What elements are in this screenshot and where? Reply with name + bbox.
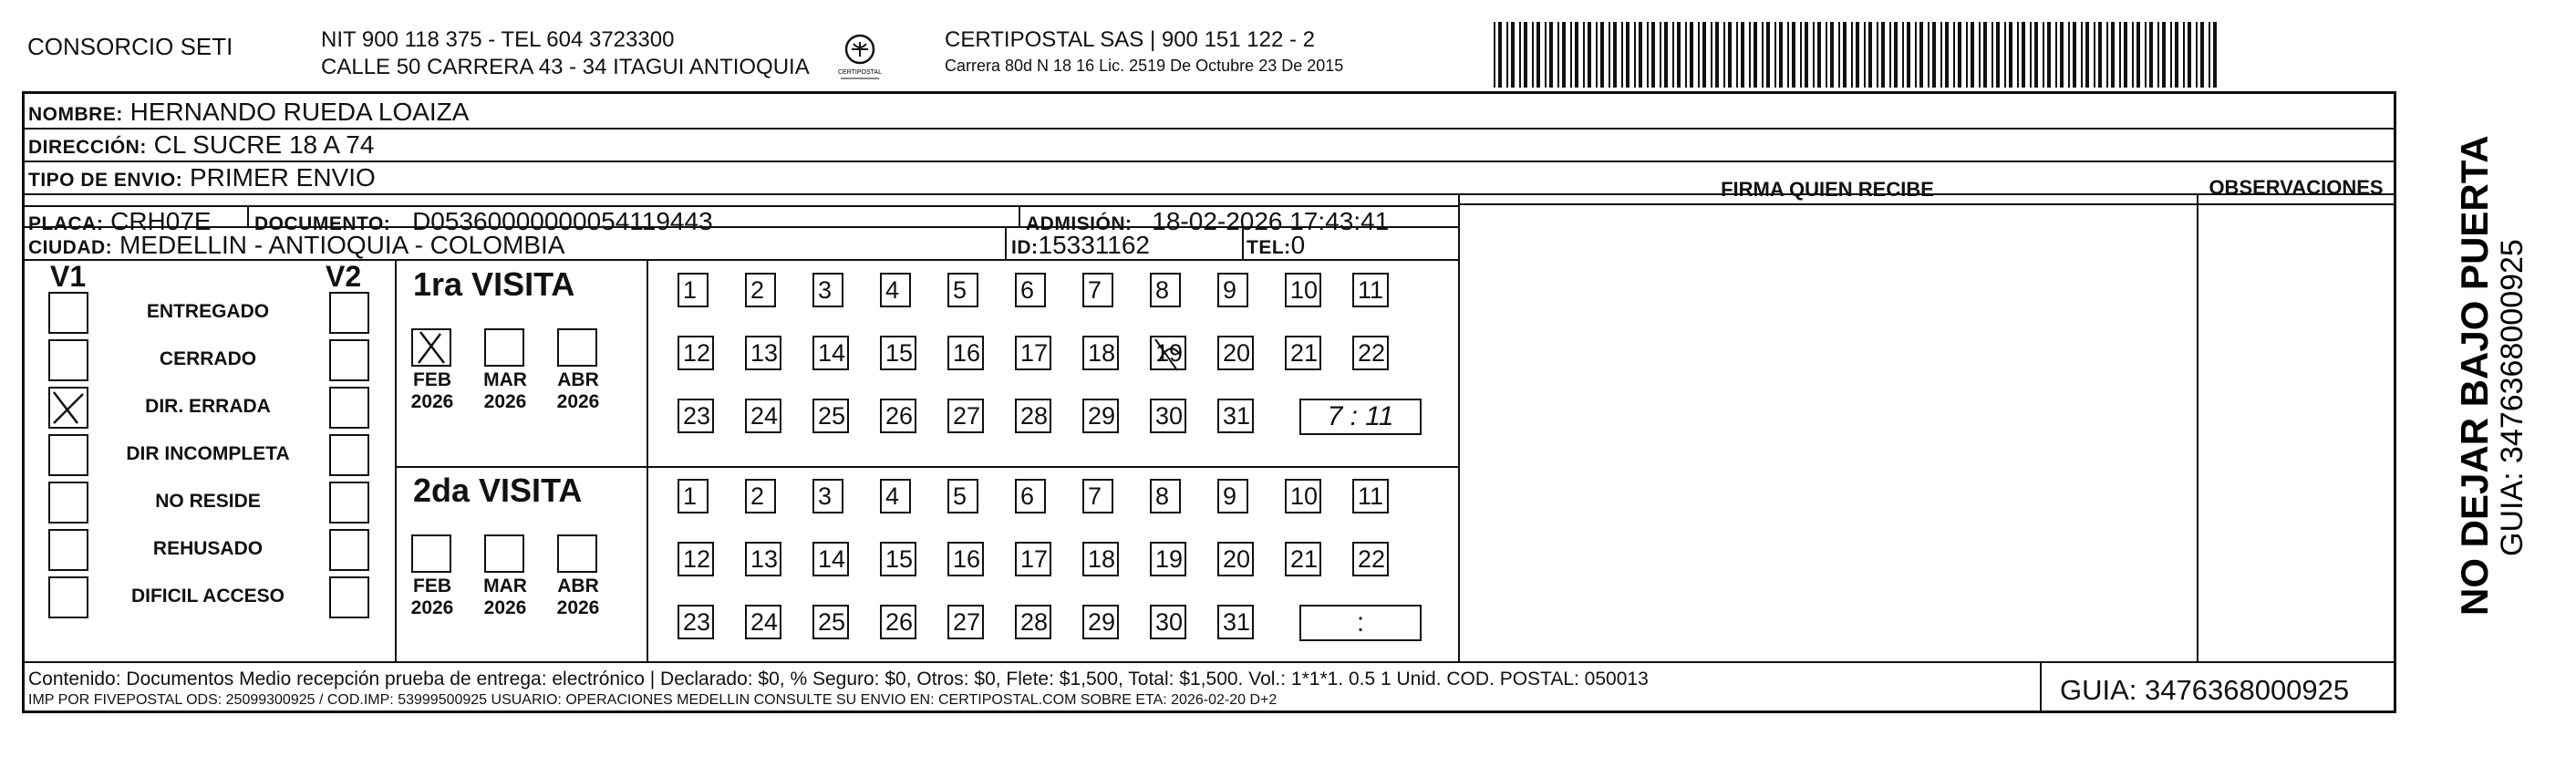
- day-box[interactable]: 31: [1217, 399, 1254, 433]
- admision-value: 18-02-2026 17:43:41: [1152, 207, 1390, 235]
- month-checkbox[interactable]: [557, 328, 597, 367]
- barcode-bar: [2149, 22, 2153, 88]
- documento-label: DOCUMENTO:: [254, 213, 391, 234]
- nombre-label: NOMBRE:: [28, 104, 123, 125]
- barcode-bar: [1966, 22, 1968, 88]
- day-box[interactable]: 16: [947, 542, 984, 576]
- day-box[interactable]: 28: [1015, 605, 1051, 639]
- barcode-bar: [1596, 22, 1598, 88]
- barcode-bar: [1736, 22, 1738, 88]
- time-box[interactable]: 7 : 11: [1299, 399, 1422, 435]
- barcode-bar: [1766, 22, 1770, 88]
- barcode-bar: [1570, 22, 1572, 88]
- day-box[interactable]: 1: [678, 273, 709, 307]
- barcode-bar: [1613, 22, 1617, 88]
- v1-checkbox[interactable]: [48, 434, 88, 476]
- day-box[interactable]: 12: [678, 542, 714, 576]
- month-label: MAR 2026: [483, 576, 527, 618]
- barcode: [1494, 22, 2223, 88]
- footer-guia: GUIA: 3476368000925: [2060, 674, 2350, 706]
- month-label: FEB 2026: [410, 369, 454, 412]
- barcode-bar: [1932, 22, 1936, 88]
- day-box[interactable]: 23: [678, 399, 714, 433]
- barcode-bar: [1741, 22, 1744, 88]
- day-box[interactable]: 3: [812, 479, 843, 513]
- day-box[interactable]: 29: [1082, 399, 1119, 433]
- month-label: ABR 2026: [556, 369, 600, 412]
- nombre-row: [28, 98, 469, 127]
- day-box[interactable]: 6: [1015, 479, 1046, 513]
- no-dejar-bajo-puerta: NO DEJAR BAJO PUERTA: [2453, 135, 2496, 616]
- logo-text: CERTIPOSTAL: [838, 69, 882, 76]
- day-box[interactable]: 26: [880, 399, 916, 433]
- status-label: CERRADO: [159, 348, 257, 369]
- day-box[interactable]: 17: [1015, 336, 1051, 370]
- barcode-bar: [1677, 22, 1681, 88]
- day-box[interactable]: 26: [880, 605, 916, 639]
- barcode-bar: [1647, 22, 1649, 88]
- barcode-bar: [2081, 22, 2083, 88]
- barcode-bar: [1524, 22, 1527, 88]
- barcode-bar: [2145, 22, 2147, 88]
- barcode-bar: [1634, 22, 1636, 88]
- barcode-bar: [1498, 22, 1502, 88]
- barcode-bar: [2047, 22, 2051, 88]
- day-box[interactable]: 7: [1082, 479, 1113, 513]
- barcode-bar: [2085, 22, 2089, 88]
- v2-checkbox[interactable]: [329, 339, 369, 381]
- barcode-bar: [1506, 22, 1508, 88]
- day-box[interactable]: 8: [1150, 273, 1181, 307]
- barcode-bar: [2111, 22, 2115, 88]
- direccion-label: DIRECCIÓN:: [28, 137, 147, 158]
- nombre-value: HERNANDO RUEDA LOAIZA: [129, 98, 470, 126]
- v1-label: V1: [50, 260, 87, 293]
- barcode-bar: [1532, 22, 1534, 88]
- direccion-value: CL SUCRE 18 A 74: [153, 130, 375, 159]
- barcode-bar: [1749, 22, 1751, 88]
- id-cell: [1011, 231, 1150, 260]
- barcode-bar: [1685, 22, 1687, 88]
- barcode-bar: [1940, 22, 1942, 88]
- placa-label: PLACA:: [28, 213, 104, 234]
- tel-label: TEL:: [1247, 237, 1291, 258]
- barcode-bar: [1792, 22, 1795, 88]
- v2-checkbox[interactable]: [329, 387, 369, 429]
- status-label: DIR. ERRADA: [145, 396, 271, 417]
- barcode-bar: [2119, 22, 2121, 88]
- barcode-bar: [1813, 22, 1815, 88]
- barcode-bar: [2034, 22, 2038, 88]
- barcode-bar: [2068, 22, 2070, 88]
- day-box[interactable]: 12: [678, 336, 714, 370]
- day-box[interactable]: 27: [947, 605, 984, 639]
- day-box[interactable]: 14: [812, 542, 849, 576]
- v2-checkbox[interactable]: [329, 292, 369, 334]
- day-box[interactable]: 18: [1082, 336, 1119, 370]
- ciudad-cell: [28, 231, 564, 260]
- day-box[interactable]: 20: [1217, 336, 1254, 370]
- barcode-bar: [1787, 22, 1789, 88]
- month-label: MAR 2026: [483, 369, 527, 412]
- day-box[interactable]: 22: [1352, 542, 1389, 576]
- id-label: ID:: [1011, 237, 1039, 258]
- v2-checkbox[interactable]: [329, 576, 369, 618]
- barcode-bar: [1545, 22, 1547, 88]
- barcode-bar: [1991, 22, 1993, 88]
- tipo-row: [28, 163, 376, 192]
- barcode-bar: [2132, 22, 2134, 88]
- status-label: DIR INCOMPLETA: [126, 443, 290, 464]
- day-box[interactable]: 21: [1285, 336, 1321, 370]
- barcode-bar: [1557, 22, 1559, 88]
- day-box[interactable]: 2: [745, 273, 776, 307]
- barcode-bar: [1971, 22, 1974, 88]
- ciudad-value: MEDELLIN - ANTIOQUIA - COLOMBIA: [119, 231, 565, 259]
- v1-checkbox[interactable]: [48, 387, 88, 429]
- time-box[interactable]: :: [1299, 605, 1422, 641]
- day-box[interactable]: 24: [745, 399, 781, 433]
- barcode-bar: [1536, 22, 1540, 88]
- barcode-bar: [2213, 22, 2217, 88]
- barcode-bar: [1575, 22, 1578, 88]
- day-box[interactable]: 30: [1150, 605, 1186, 639]
- barcode-bar: [1805, 22, 1808, 88]
- barcode-bar: [2200, 22, 2204, 88]
- barcode-bar: [1600, 22, 1604, 88]
- barcode-bar: [1711, 22, 1712, 88]
- barcode-bar: [1519, 22, 1521, 88]
- barcode-bar: [2073, 22, 2076, 88]
- day-box[interactable]: 10: [1285, 273, 1321, 307]
- barcode-bar: [2157, 22, 2159, 88]
- barcode-bar: [2124, 22, 2127, 88]
- day-box[interactable]: 11: [1352, 479, 1389, 513]
- month-checkbox[interactable]: [557, 534, 597, 573]
- barcode-bar: [1639, 22, 1642, 88]
- barcode-bar: [1953, 22, 1955, 88]
- barcode-bar: [1702, 22, 1706, 88]
- ciudad-label: CIUDAD:: [28, 237, 113, 258]
- day-box[interactable]: 24: [745, 605, 781, 639]
- barcode-bar: [2162, 22, 2166, 88]
- barcode-bar: [1851, 22, 1853, 88]
- day-box[interactable]: 28: [1015, 399, 1051, 433]
- day-box[interactable]: 5: [947, 273, 978, 307]
- barcode-bar: [1621, 22, 1623, 88]
- barcode-bar: [1838, 22, 1840, 88]
- day-box[interactable]: 30: [1150, 399, 1186, 433]
- barcode-bar: [2004, 22, 2006, 88]
- footer-contenido: Contenido: Documentos Medio recepción prueba de entrega: electrónico | Declarado: $0, % Seguro: $0, Otros: $0, Flete: $1,500, Total: $1,500. Vol.: 1*1*1. 0.5 1 Unid. COD. POSTAL: 050013: [28, 669, 1649, 690]
- barcode-bar: [1651, 22, 1655, 88]
- barcode-bar: [1928, 22, 1929, 88]
- visit-title: 2da VISITA: [413, 472, 583, 509]
- barcode-bar: [1562, 22, 1566, 88]
- month-checkbox[interactable]: [484, 534, 524, 573]
- v2-checkbox[interactable]: [329, 482, 369, 524]
- v1-checkbox[interactable]: [48, 292, 88, 334]
- barcode-bar: [1907, 22, 1910, 88]
- barcode-bar: [1690, 22, 1693, 88]
- month-checkbox[interactable]: [411, 534, 451, 573]
- strike-mark-icon: [1150, 334, 1190, 374]
- barcode-bar: [2043, 22, 2044, 88]
- check-mark-icon: [50, 389, 87, 427]
- month-checkbox[interactable]: [484, 328, 524, 367]
- barcode-bar: [1826, 22, 1827, 88]
- day-box[interactable]: 18: [1082, 542, 1119, 576]
- placa-value: CRH07E: [110, 207, 212, 235]
- day-box[interactable]: 4: [880, 273, 911, 307]
- barcode-bar: [2098, 22, 2102, 88]
- barcode-bar: [2017, 22, 2019, 88]
- barcode-bar: [1626, 22, 1629, 88]
- company-name: CONSORCIO SETI: [27, 33, 233, 60]
- day-box[interactable]: 25: [812, 399, 849, 433]
- barcode-bar: [2175, 22, 2178, 88]
- barcode-bar: [1774, 22, 1776, 88]
- barcode-bar: [1754, 22, 1757, 88]
- barcode-bar: [1868, 22, 1872, 88]
- barcode-bar: [2022, 22, 2025, 88]
- barcode-bar: [2188, 22, 2191, 88]
- barcode-bar: [1715, 22, 1719, 88]
- day-box[interactable]: 23: [678, 605, 714, 639]
- day-box[interactable]: 17: [1015, 542, 1051, 576]
- v2-checkbox[interactable]: [329, 434, 369, 476]
- barcode-bar: [1728, 22, 1732, 88]
- day-box[interactable]: 22: [1352, 336, 1389, 370]
- barcode-bar: [2060, 22, 2064, 88]
- barcode-bar: [2136, 22, 2140, 88]
- admision-label: ADMISIÓN:: [1026, 213, 1133, 234]
- day-box[interactable]: 8: [1150, 479, 1181, 513]
- v1-checkbox[interactable]: [48, 339, 88, 381]
- barcode-bar: [2209, 22, 2210, 88]
- barcode-bar: [1889, 22, 1891, 88]
- day-box[interactable]: 13: [745, 542, 781, 576]
- status-label: DIFICIL ACCESO: [130, 586, 284, 607]
- barcode-bar: [1762, 22, 1764, 88]
- barcode-bar: [1779, 22, 1783, 88]
- barcode-bar: [1664, 22, 1668, 88]
- barcode-bar: [1877, 22, 1878, 88]
- day-box[interactable]: 11: [1352, 273, 1389, 307]
- barcode-bar: [1983, 22, 1987, 88]
- barcode-bar: [1800, 22, 1802, 88]
- barcode-bar: [1609, 22, 1610, 88]
- v1-checkbox[interactable]: [48, 482, 88, 524]
- day-box[interactable]: 19: [1150, 542, 1186, 576]
- barcode-bar: [1698, 22, 1700, 88]
- day-box[interactable]: 15: [880, 542, 916, 576]
- id-value: 15331162: [1038, 231, 1150, 259]
- barcode-bar: [1856, 22, 1859, 88]
- barcode-bar: [1864, 22, 1866, 88]
- month-label: FEB 2026: [410, 576, 454, 618]
- address-line: CALLE 50 CARRERA 43 - 34 ITAGUI ANTIOQUIA: [321, 55, 810, 79]
- tipo-value: PRIMER ENVIO: [189, 163, 376, 192]
- tipo-label: TIPO DE ENVIO:: [28, 170, 183, 191]
- barcode-bar: [1494, 22, 1495, 88]
- day-box[interactable]: 20: [1217, 542, 1254, 576]
- barcode-bar: [1919, 22, 1923, 88]
- day-box[interactable]: 21: [1285, 542, 1321, 576]
- barcode-bar: [2094, 22, 2095, 88]
- visit-title: 1ra VISITA: [413, 265, 575, 303]
- day-box[interactable]: 29: [1082, 605, 1119, 639]
- v1-checkbox[interactable]: [48, 576, 88, 618]
- barcode-bar: [1902, 22, 1904, 88]
- barcode-bar: [1843, 22, 1847, 88]
- barcode-bar: [1817, 22, 1821, 88]
- day-box[interactable]: 7: [1082, 273, 1113, 307]
- day-box[interactable]: 31: [1217, 605, 1254, 639]
- day-box[interactable]: 1: [678, 479, 709, 513]
- barcode-bar: [2055, 22, 2057, 88]
- day-box[interactable]: 25: [812, 605, 849, 639]
- footer-imp: IMP POR FIVEPOSTAL ODS: 25099300925 / COD.IMP: 53999500925 USUARIO: OPERACIONES MEDELLIN CONSULTE SU ENVIO EN: CERTIPOSTAL.COM SOBRE ETA: 2026-02-20 D+2: [28, 692, 1278, 708]
- day-box[interactable]: 5: [947, 479, 978, 513]
- barcode-bar: [1881, 22, 1885, 88]
- barcode-bar: [2170, 22, 2172, 88]
- barcode-bar: [1583, 22, 1585, 88]
- day-box[interactable]: 27: [947, 399, 984, 433]
- tel-value: 0: [1290, 231, 1306, 259]
- v2-label: V2: [326, 260, 362, 293]
- delivery-form: [22, 91, 2396, 713]
- side-guia: GUIA: 3476368000925: [2495, 239, 2529, 556]
- barcode-bar: [1660, 22, 1661, 88]
- day-box[interactable]: 19: [1150, 336, 1186, 370]
- barcode-bar: [1672, 22, 1674, 88]
- barcode-bar: [1958, 22, 1961, 88]
- check-mark-icon: [413, 330, 450, 365]
- day-box[interactable]: 14: [812, 336, 849, 370]
- license-line: Carrera 80d N 18 16 Lic. 2519 De Octubre 23 De 2015: [945, 57, 1344, 75]
- month-label: ABR 2026: [556, 576, 600, 618]
- barcode-bar: [1915, 22, 1917, 88]
- barcode-bar: [2183, 22, 2185, 88]
- status-label: NO RESIDE: [155, 491, 261, 512]
- direccion-row: [28, 130, 374, 160]
- v1-checkbox[interactable]: [48, 529, 88, 571]
- firma-header: FIRMA QUIEN RECIBE: [1721, 178, 1934, 201]
- barcode-bar: [1996, 22, 2000, 88]
- day-box[interactable]: 9: [1217, 273, 1248, 307]
- day-box[interactable]: 4: [880, 479, 911, 513]
- status-label: REHUSADO: [152, 538, 264, 559]
- barcode-bar: [1945, 22, 1949, 88]
- day-box[interactable]: 3: [812, 273, 843, 307]
- barcode-bar: [1511, 22, 1515, 88]
- barcode-bar: [2196, 22, 2198, 88]
- observaciones-header: OBSERVACIONES: [2209, 176, 2384, 199]
- tel-cell: [1247, 231, 1305, 260]
- barcode-bar: [1588, 22, 1591, 88]
- day-box[interactable]: 13: [745, 336, 781, 370]
- documento-value: D05360000000054119443: [412, 207, 713, 235]
- day-box[interactable]: 6: [1015, 273, 1046, 307]
- barcode-bar: [1894, 22, 1898, 88]
- nit-line: NIT 900 118 375 - TEL 604 3723300: [321, 27, 675, 52]
- day-box[interactable]: 2: [745, 479, 776, 513]
- barcode-bar: [1979, 22, 1981, 88]
- day-box[interactable]: 15: [880, 336, 916, 370]
- barcode-bar: [2009, 22, 2012, 88]
- month-checkbox[interactable]: [411, 328, 451, 367]
- side-notice: [2407, 109, 2535, 620]
- day-box[interactable]: 16: [947, 336, 984, 370]
- status-label: ENTREGADO: [146, 301, 270, 322]
- v2-checkbox[interactable]: [329, 529, 369, 571]
- day-box[interactable]: 10: [1285, 479, 1321, 513]
- day-box[interactable]: 9: [1217, 479, 1248, 513]
- barcode-bar: [1830, 22, 1834, 88]
- carrier-line: CERTIPOSTAL SAS | 900 151 122 - 2: [945, 27, 1315, 52]
- certipostal-logo-icon: [835, 31, 885, 86]
- barcode-bar: [1549, 22, 1553, 88]
- barcode-bar: [2106, 22, 2108, 88]
- barcode-bar: [1723, 22, 1725, 88]
- barcode-bar: [2030, 22, 2032, 88]
